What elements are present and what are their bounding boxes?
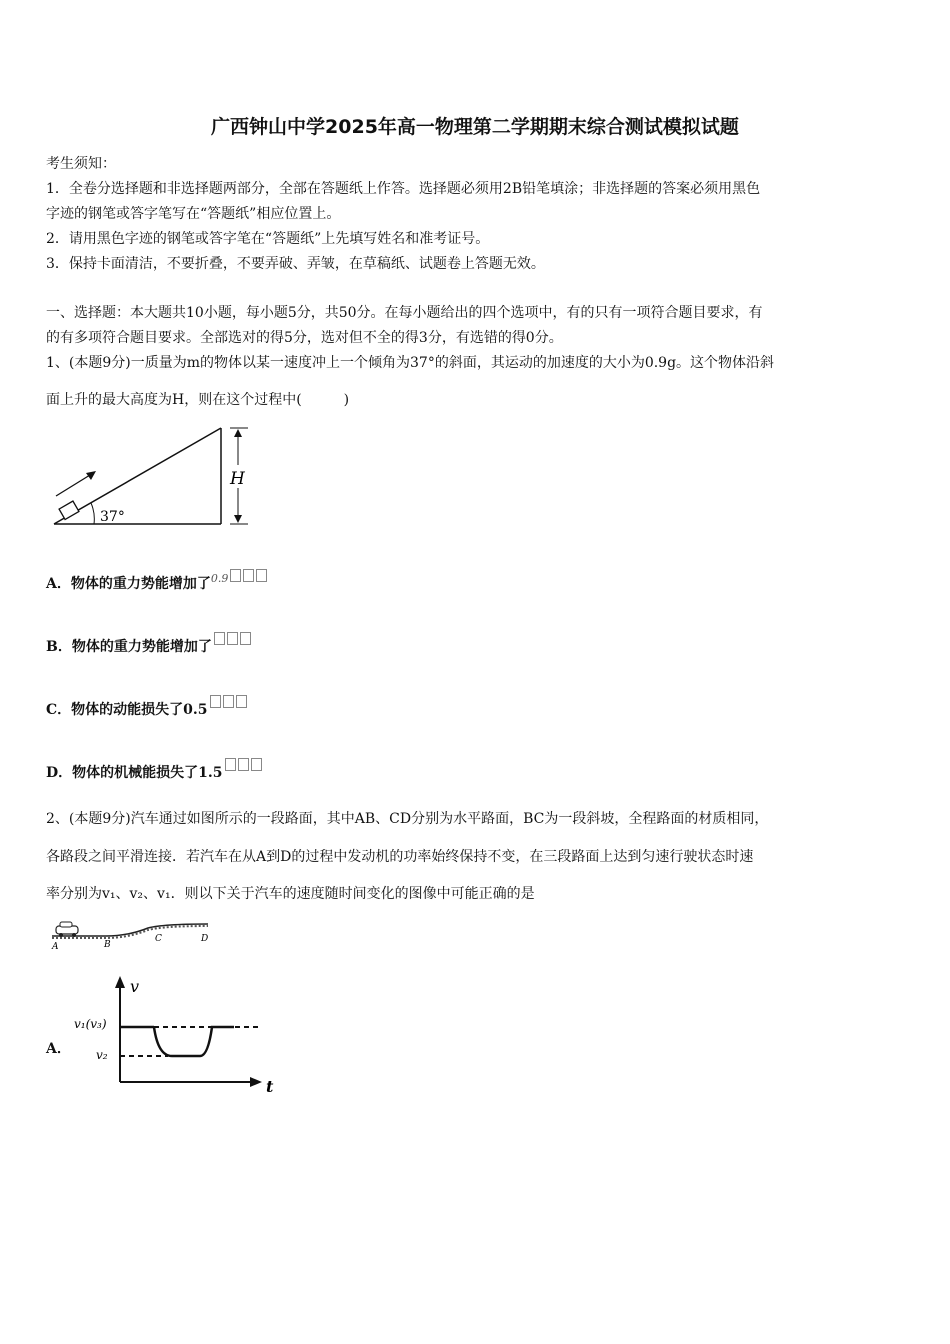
block-icon <box>59 501 79 519</box>
car-icon <box>56 922 78 937</box>
option-a-suffix: 0.9 <box>210 572 229 585</box>
missing-glyph-icon <box>225 758 236 771</box>
vt-graph <box>72 972 282 1094</box>
option-c-text: C．物体的动能损失了0.5 <box>46 702 208 718</box>
option-a-text: A．物体的重力势能增加了 <box>46 576 211 592</box>
notice-heading: 考生须知： <box>46 156 116 172</box>
question-2-text: 2、(本题9分)汽车通过如图所示的一段路面，其中AB、CD分别为水平路面，BC为一段斜坡，全程路面的材质相同， <box>46 811 769 827</box>
arrow-head-icon <box>86 471 96 480</box>
velocity-arrow <box>56 475 90 496</box>
missing-glyph-icon <box>238 758 249 771</box>
missing-glyph-icon <box>223 695 234 708</box>
road-label-d: D <box>201 934 209 944</box>
v1-v3-label: v₁(v₃) <box>74 1017 107 1031</box>
missing-glyph-icon <box>227 632 238 645</box>
v2-label: v₂ <box>96 1048 108 1062</box>
angle-label: 37° <box>100 509 125 525</box>
option-c[interactable] <box>46 695 247 719</box>
question-2-text: 率分别为v₁、v₂、v₁．则以下关于汽车的速度随时间变化的图像中可能正确的是 <box>46 886 535 902</box>
velocity-curve <box>154 1027 234 1056</box>
option-a[interactable] <box>46 569 267 593</box>
notice-line: 2．请用黑色字迹的钢笔或答字笔在“答题纸”上先填写姓名和准考证号。 <box>46 231 490 247</box>
road-label-a: A <box>52 942 59 952</box>
option-b[interactable] <box>46 632 251 656</box>
question-2-text: 各路段之间平滑连接．若汽车在从A到D的过程中发动机的功率始终保持不变，在三段路面上达到匀速行驶状态时速 <box>46 849 754 865</box>
x-axis-arrow-icon <box>250 1077 262 1087</box>
missing-glyph-icon <box>240 632 251 645</box>
option-b-text: B．物体的重力势能增加了 <box>46 639 212 655</box>
section-intro: 一、选择题：本大题共10小题，每小题5分，共50分。在每小题给出的四个选项中，有的只有一项符合题目要求，有 <box>46 305 763 321</box>
missing-glyph-icon <box>210 695 221 708</box>
road-figure <box>48 916 218 952</box>
missing-glyph-icon <box>256 569 267 582</box>
page-title: 广西钟山中学2025年高一物理第二学期期末综合测试模拟试题 <box>211 116 739 138</box>
road-label-b: B <box>104 940 111 950</box>
missing-glyph-icon <box>230 569 241 582</box>
missing-glyph-icon <box>236 695 247 708</box>
q2-option-a[interactable]: A． <box>46 1041 71 1057</box>
y-axis-arrow-icon <box>115 976 125 988</box>
missing-glyph-icon <box>251 758 262 771</box>
question-1-text: 1、(本题9分)一质量为m的物体以某一速度冲上一个倾角为37°的斜面，其运动的加速度的大小为0.9g。这个物体沿斜 <box>46 355 775 371</box>
incline-slope <box>54 428 221 524</box>
option-d[interactable] <box>46 758 262 782</box>
question-1-text: 面上升的最大高度为H，则在这个过程中( ) <box>46 392 350 408</box>
section-intro: 的有多项符合题目要求。全部选对的得5分，选对但不全的得3分，有选错的得0分。 <box>46 330 563 346</box>
x-axis-label: t <box>266 1077 274 1094</box>
height-label: H <box>230 469 245 489</box>
notice-line: 字迹的钢笔或答字笔写在“答题纸”相应位置上。 <box>46 206 341 222</box>
missing-glyph-icon <box>214 632 225 645</box>
missing-glyph-icon <box>243 569 254 582</box>
notice-line: 1．全卷分选择题和非选择题两部分，全部在答题纸上作答。选择题必须用2B铅笔填涂；非选择题的答案必须用黑色 <box>46 181 761 197</box>
road-label-c: C <box>155 934 162 944</box>
option-d-text: D．物体的机械能损失了1.5 <box>46 765 223 781</box>
y-axis-label: v <box>130 977 140 996</box>
incline-figure <box>46 420 256 532</box>
notice-line: 3．保持卡面清洁，不要折叠，不要弄破、弄皱，在草稿纸、试题卷上答题无效。 <box>46 256 545 272</box>
